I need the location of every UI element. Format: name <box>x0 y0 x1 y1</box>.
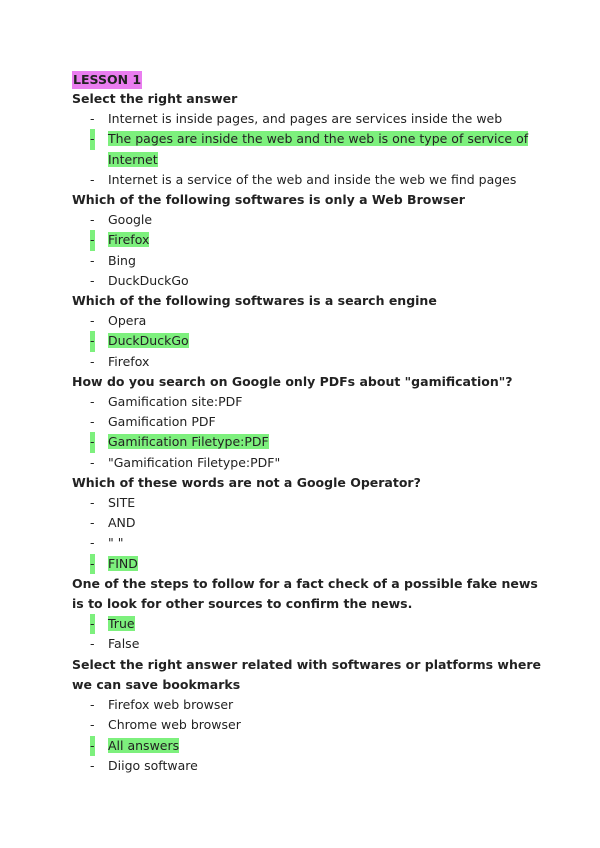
bullet-dash: - <box>90 171 95 187</box>
bullet-dash: - <box>90 432 95 452</box>
question-block <box>72 473 542 574</box>
option-text: Firefox <box>108 232 150 248</box>
answer-option <box>72 533 542 553</box>
answer-option <box>72 715 542 735</box>
question-block <box>72 89 542 190</box>
answer-option-correct <box>72 554 542 574</box>
option-text: Internet is a service of the web and inside the web we find pages <box>108 171 517 187</box>
question-block <box>72 291 542 372</box>
lesson-document <box>72 69 542 776</box>
option-text: Internet is inside pages, and pages are services inside the web <box>108 111 503 127</box>
option-text: Gamification Filetype:PDF <box>108 434 269 450</box>
question-text: One of the steps to follow for a fact check of a possible fake news is to look for other sources to confirm the news. <box>72 575 538 612</box>
bullet-dash: - <box>90 313 95 329</box>
question-block <box>72 655 542 776</box>
question-list <box>72 89 542 776</box>
answer-option <box>72 352 542 372</box>
option-text: "Gamification Filetype:PDF" <box>108 454 281 470</box>
question-block <box>72 574 542 655</box>
answer-option <box>72 453 542 473</box>
option-text: DuckDuckGo <box>108 333 189 349</box>
answer-option <box>72 251 542 271</box>
answer-option <box>72 756 542 776</box>
bullet-dash: - <box>90 697 95 713</box>
answer-option <box>72 170 542 190</box>
question-text: How do you search on Google only PDFs about "gamification"? <box>72 373 513 389</box>
bullet-dash: - <box>90 414 95 430</box>
bullet-dash: - <box>90 535 95 551</box>
option-text: Google <box>108 212 153 228</box>
option-text: Diigo software <box>108 757 198 773</box>
bullet-dash: - <box>90 495 95 511</box>
question-block <box>72 372 542 473</box>
answer-option-correct <box>72 230 542 250</box>
bullet-dash: - <box>90 212 95 228</box>
bullet-dash: - <box>90 394 95 410</box>
option-text: The pages are inside the web and the web is one type of service of Internet <box>108 131 529 167</box>
bullet-dash: - <box>90 554 95 574</box>
option-text: Opera <box>108 313 147 329</box>
option-text: False <box>108 636 140 652</box>
answer-option-correct <box>72 432 542 452</box>
option-text: DuckDuckGo <box>108 272 189 288</box>
answer-option-correct <box>72 614 542 634</box>
option-text: FIND <box>108 555 138 571</box>
answer-option <box>72 392 542 412</box>
question-text: Which of the following softwares is only a Web Browser <box>72 192 465 208</box>
answer-option <box>72 311 542 331</box>
bullet-dash: - <box>90 331 95 351</box>
question-text: Select the right answer related with softwares or platforms where we can save bookmarks <box>72 656 541 692</box>
answer-option <box>72 412 542 432</box>
question-block <box>72 190 542 291</box>
answer-option <box>72 271 542 291</box>
bullet-dash: - <box>90 636 95 652</box>
bullet-dash: - <box>90 353 95 369</box>
lesson-title-line <box>72 69 542 89</box>
answer-option <box>72 210 542 230</box>
option-text: Firefox web browser <box>108 697 234 713</box>
answer-option <box>72 695 542 715</box>
answer-option-correct <box>72 331 542 351</box>
option-text: " " <box>108 535 124 551</box>
option-text: AND <box>108 515 136 531</box>
option-text: Gamification site:PDF <box>108 394 243 410</box>
answer-option-correct <box>72 736 542 756</box>
answer-option-correct <box>72 129 542 169</box>
bullet-dash: - <box>90 454 95 470</box>
option-text: All answers <box>108 737 180 753</box>
bullet-dash: - <box>90 230 95 250</box>
option-text: SITE <box>108 495 136 511</box>
bullet-dash: - <box>90 614 95 634</box>
answer-option <box>72 109 542 129</box>
option-text: Bing <box>108 252 136 268</box>
option-text: Chrome web browser <box>108 717 241 733</box>
question-text: Which of the following softwares is a search engine <box>72 293 437 309</box>
option-text: Firefox <box>108 353 150 369</box>
question-text: Which of these words are not a Google Operator? <box>72 474 421 490</box>
bullet-dash: - <box>90 111 95 127</box>
bullet-dash: - <box>90 717 95 733</box>
question-text: Select the right answer <box>72 91 238 106</box>
answer-option <box>72 513 542 533</box>
bullet-dash: - <box>90 252 95 268</box>
bullet-dash: - <box>90 757 95 773</box>
option-text: Gamification PDF <box>108 414 216 430</box>
bullet-dash: - <box>90 272 95 288</box>
answer-option <box>72 634 542 654</box>
bullet-dash: - <box>90 129 95 149</box>
bullet-dash: - <box>90 515 95 531</box>
bullet-dash: - <box>90 736 95 756</box>
option-text: True <box>108 616 135 632</box>
lesson-title: LESSON 1 <box>73 72 142 87</box>
answer-option <box>72 493 542 513</box>
